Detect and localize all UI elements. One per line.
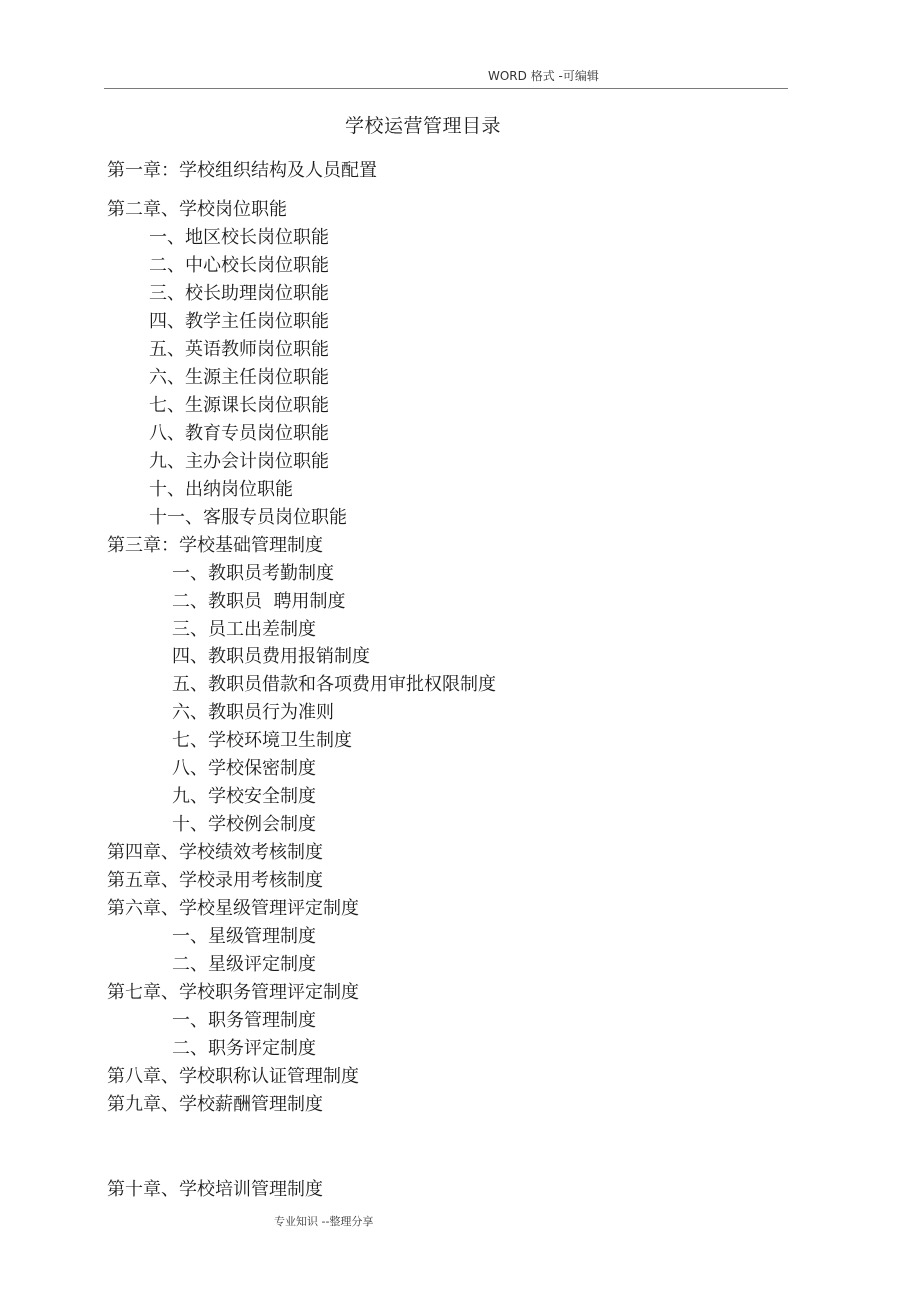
toc-chapter: 第二章、学校岗位职能 <box>107 199 287 220</box>
page-header-text: WORD 格式 -可编辑 <box>488 69 599 83</box>
toc-section: 七、生源课长岗位职能 <box>149 395 329 416</box>
toc-section: 五、英语教师岗位职能 <box>149 339 329 360</box>
toc-section: 六、生源主任岗位职能 <box>149 367 329 388</box>
toc-chapter: 第一章：学校组织结构及人员配置 <box>107 160 377 181</box>
page-footer-text: 专业知识 --整理分享 <box>274 1215 374 1228</box>
toc-chapter: 第五章、学校录用考核制度 <box>107 870 323 891</box>
toc-section: 二、职务评定制度 <box>172 1038 316 1059</box>
toc-section: 一、星级管理制度 <box>172 926 316 947</box>
toc-section: 二、中心校长岗位职能 <box>149 255 329 276</box>
toc-section: 十一、客服专员岗位职能 <box>149 507 347 528</box>
toc-section: 三、校长助理岗位职能 <box>149 283 329 304</box>
toc-section: 八、教育专员岗位职能 <box>149 423 329 444</box>
toc-section: 七、学校环境卫生制度 <box>172 730 352 751</box>
toc-section: 五、教职员借款和各项费用审批权限制度 <box>172 674 496 695</box>
toc-chapter: 第三章：学校基础管理制度 <box>107 535 323 556</box>
toc-section: 一、职务管理制度 <box>172 1010 316 1031</box>
toc-section: 九、主办会计岗位职能 <box>149 451 329 472</box>
toc-section: 九、学校安全制度 <box>172 786 316 807</box>
header-divider <box>104 88 788 89</box>
toc-section: 六、教职员行为准则 <box>172 702 334 723</box>
toc-section: 四、教学主任岗位职能 <box>149 311 329 332</box>
toc-section: 二、教职员 聘用制度 <box>172 591 346 612</box>
toc-chapter: 第七章、学校职务管理评定制度 <box>107 982 359 1003</box>
toc-section: 三、员工出差制度 <box>172 619 316 640</box>
toc-section: 八、学校保密制度 <box>172 758 316 779</box>
toc-chapter: 第四章、学校绩效考核制度 <box>107 842 323 863</box>
toc-chapter: 第十章、学校培训管理制度 <box>107 1179 323 1200</box>
toc-section: 十、出纳岗位职能 <box>149 479 293 500</box>
toc-chapter: 第九章、学校薪酬管理制度 <box>107 1094 323 1115</box>
toc-section: 一、教职员考勤制度 <box>172 563 334 584</box>
toc-chapter: 第八章、学校职称认证管理制度 <box>107 1066 359 1087</box>
toc-chapter: 第六章、学校星级管理评定制度 <box>107 898 359 919</box>
toc-section: 一、地区校长岗位职能 <box>149 227 329 248</box>
toc-section: 二、星级评定制度 <box>172 954 316 975</box>
document-title: 学校运营管理目录 <box>344 115 501 137</box>
toc-section: 四、教职员费用报销制度 <box>172 646 370 667</box>
toc-section: 十、学校例会制度 <box>172 814 316 835</box>
